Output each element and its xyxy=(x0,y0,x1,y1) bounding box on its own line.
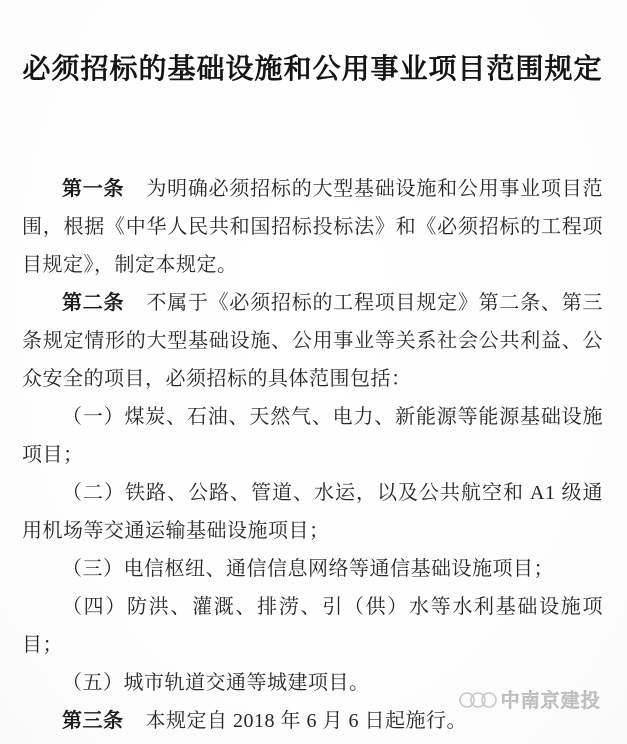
article-1-text: 为明确必须招标的大型基础设施和公用事业项目范围，根据《中华人民共和国招标投标法》和《必须招标的工程项目规定》，制定本规定。 xyxy=(22,178,603,276)
page-title: 必须招标的基础设施和公用事业项目范围规定 xyxy=(22,54,603,85)
watermark-text: 中南京建投 xyxy=(500,691,601,712)
watermark xyxy=(459,686,601,713)
document-body xyxy=(22,170,603,740)
list-item-1 xyxy=(22,398,603,474)
list-item-3 xyxy=(22,550,603,588)
article-2-number: 第二条 xyxy=(62,292,125,314)
list-item-4 xyxy=(22,588,603,664)
article-1-number: 第一条 xyxy=(62,178,125,200)
list-item-2-text: （二）铁路、公路、管道、水运，以及公共航空和 A1 级通用机场等交通运输基础设施项目； xyxy=(22,482,603,542)
list-item-4-text: （四）防洪、灌溉、排涝、引（供）水等水利基础设施项目； xyxy=(22,596,603,656)
article-1-paragraph xyxy=(22,170,603,284)
article-2-paragraph xyxy=(22,284,603,398)
article-2-text: 不属于《必须招标的工程项目规定》第二条、第三条规定情形的大型基础设施、公用事业等关系社会公共利益、公众安全的项目，必须招标的具体范围包括： xyxy=(22,292,603,390)
article-3-text: 本规定自 2018 年 6 月 6 日起施行。 xyxy=(145,710,467,732)
list-item-2 xyxy=(22,474,603,550)
overlapping-circles-logo-icon xyxy=(459,689,499,711)
list-item-1-text: （一）煤炭、石油、天然气、电力、新能源等能源基础设施项目； xyxy=(22,406,603,466)
list-item-3-text: （三）电信枢纽、通信信息网络等通信基础设施项目； xyxy=(62,558,554,580)
article-3-number: 第三条 xyxy=(62,710,124,732)
list-item-5-text: （五）城市轨道交通等城建项目。 xyxy=(62,672,370,694)
